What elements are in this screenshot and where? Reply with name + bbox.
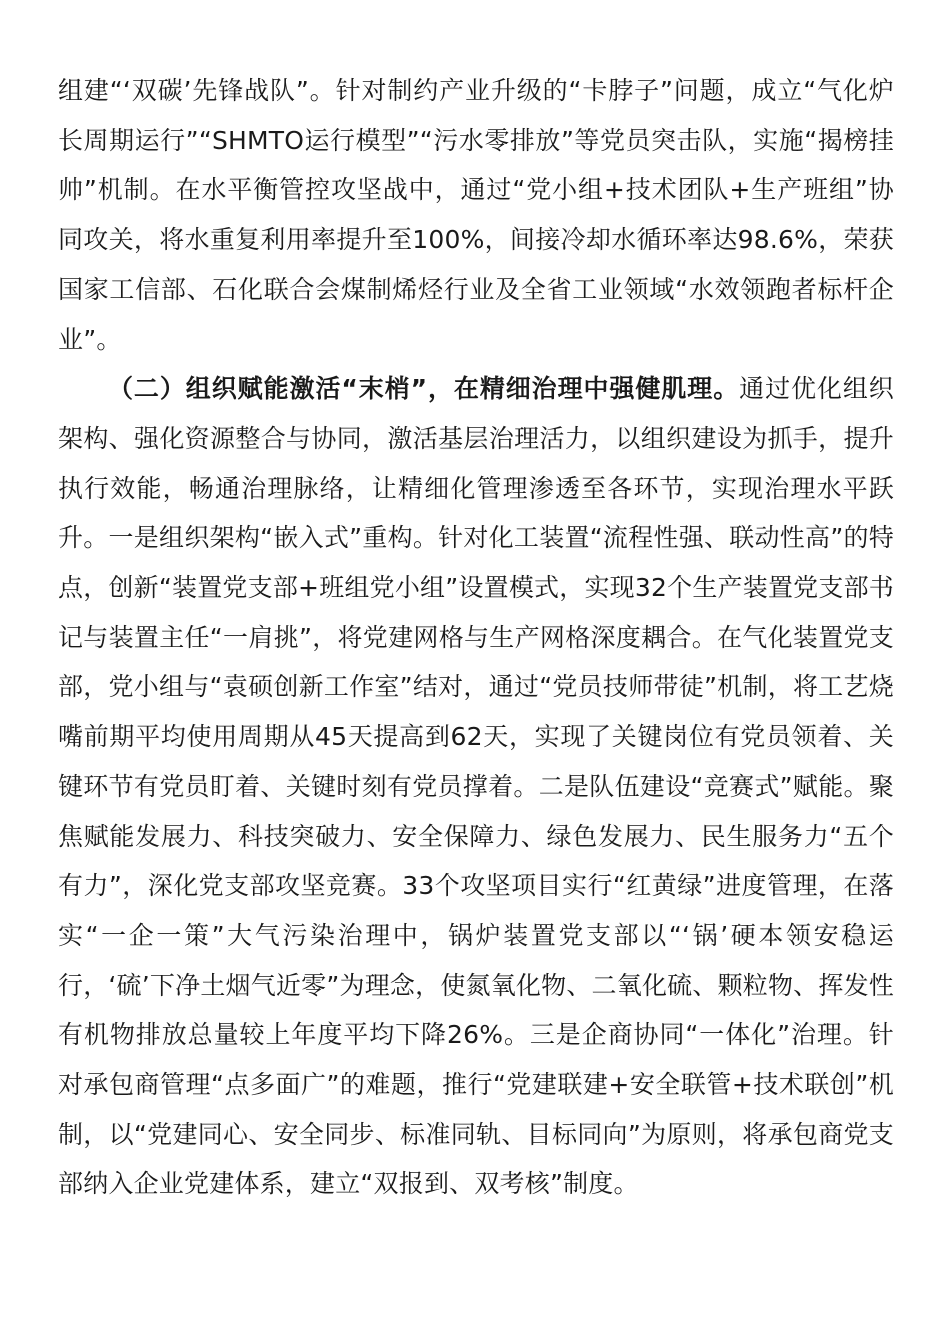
document-body — [58, 66, 894, 1209]
paragraph-2 — [58, 364, 894, 1209]
section-heading: （二）组织赋能激活“末梢”，在精细治理中强健肌理。 — [108, 374, 740, 404]
paragraph-2-body: 通过优化组织架构、强化资源整合与协同，激活基层治理活力，以组织建设为抓手，提升执行效能，畅通治理脉络，让精细化管理渗透至各环节，实现治理水平跃升。一是组织架构“嵌入式”重构。针对化工装置“流程性强、联动性高”的特点，创新“装置党支部+班组党小组”设置模式，实现32个生产装置党支部书记与装置主任“一肩挑”，将党建网格与生产网格深度耦合。在气化装置党支部，党小组与“袁硕创新工作室”结对，通过“党员技师带徒”机制，将工艺烧嘴前期平均使用周期从45天提高到62天，实现了关键岗位有党员领着、关键环节有党员盯着、关键时刻有党员撑着。二是队伍建设“竞赛式”赋能。聚焦赋能发展力、科技突破力、安全保障力、绿色发展力、民生服务力“五个有力”，深化党支部攻坚竞赛。33个攻坚项目实行“红黄绿”进度管理，在落实“一企一策”大气污染治理中，锅炉装置党支部以“‘锅’硬本领安稳运行，‘硫’下净土烟气近零”为理念，使氮氧化物、二氧化硫、颗粒物、挥发性有机物排放总量较上年度平均下降26%。三是企商协同“一体化”治理。针对承包商管理“点多面广”的难题，推行“党建联建+安全联管+技术联创”机制，以“党建同心、安全同步、标准同轨、目标同向”为原则，将承包商党支部纳入企业党建体系，建立“双报到、双考核”制度。 — [58, 374, 894, 1199]
paragraph-1: 组建“‘双碳’先锋战队”。针对制约产业升级的“卡脖子”问题，成立“气化炉长周期运行”“SHMTO运行模型”“污水零排放”等党员突击队，实施“揭榜挂帅”机制。在水平衡管控攻坚战中，通过“党小组+技术团队+生产班组”协同攻关，将水重复利用率提升至100%，间接冷却水循环率达98.6%，荣获国家工信部、石化联合会煤制烯烃行业及全省工业领域“水效领跑者标杆企业”。 — [58, 76, 894, 354]
